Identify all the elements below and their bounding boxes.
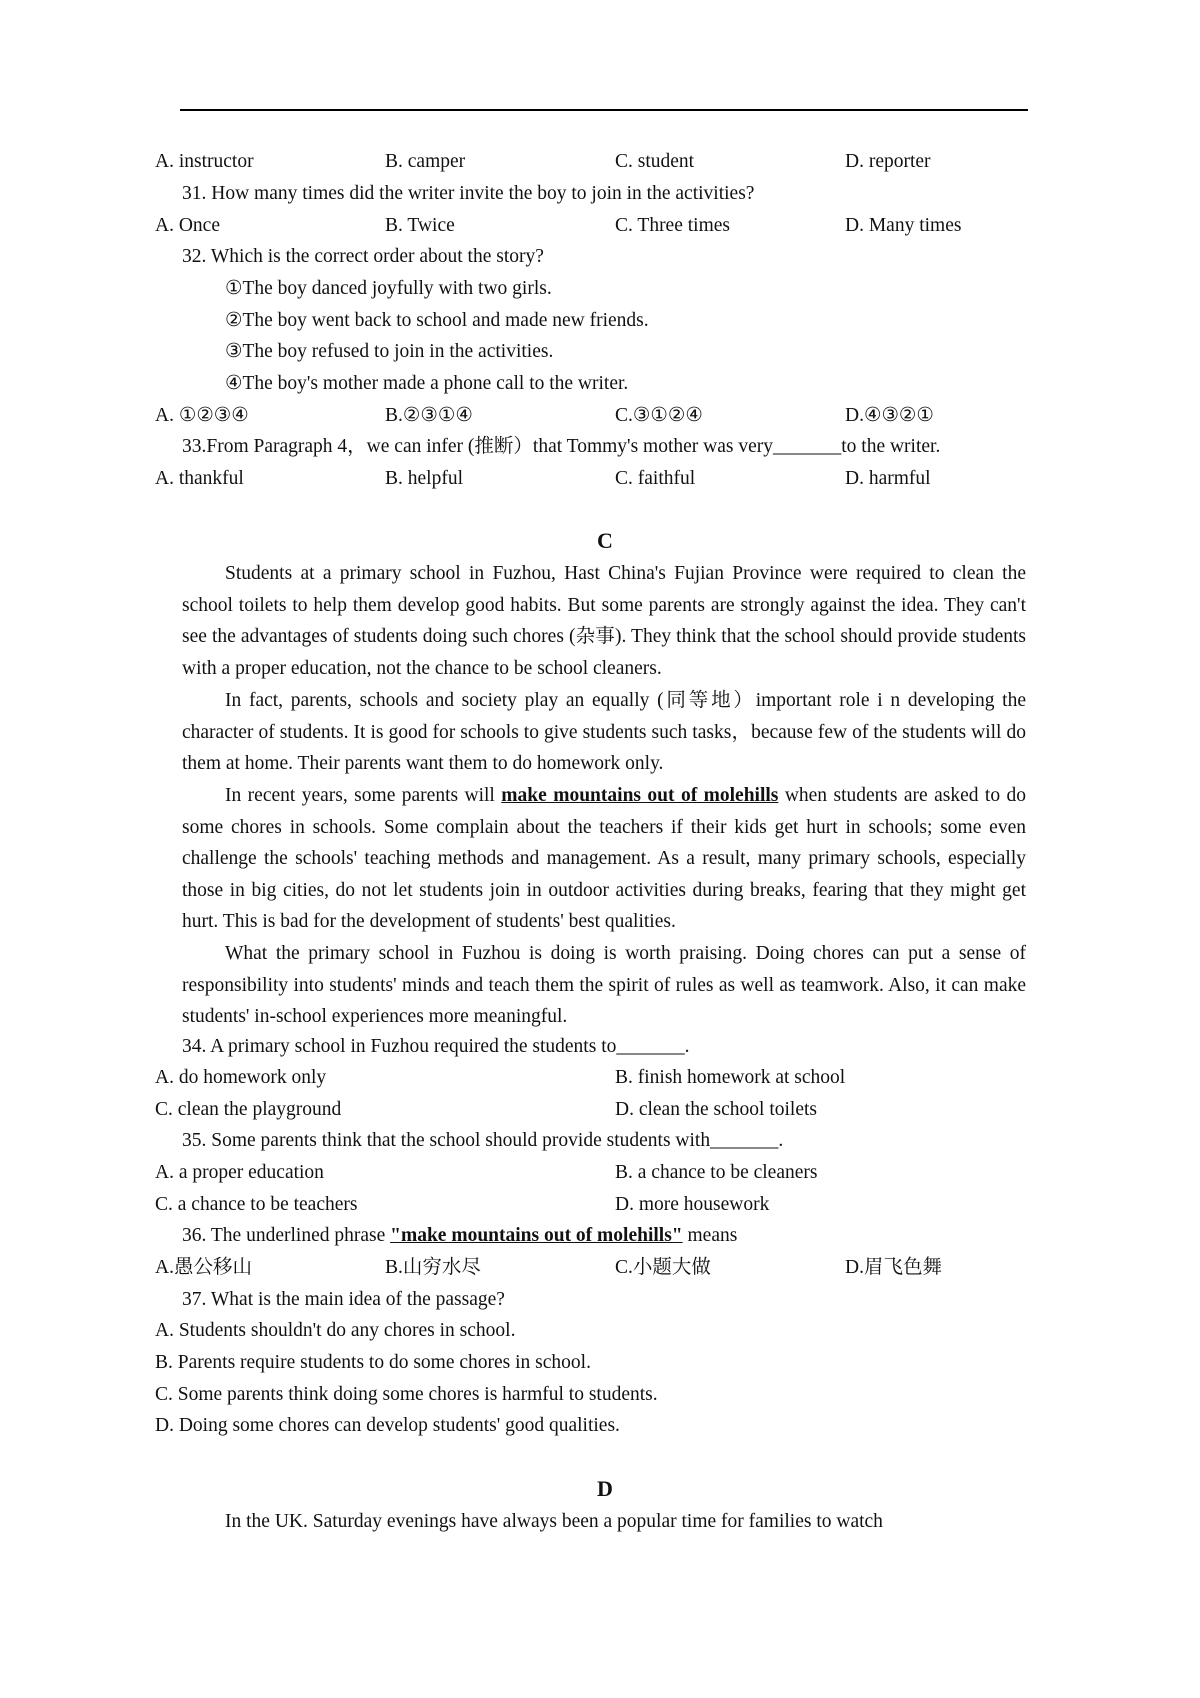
q32-statement-1: ①The boy danced joyfully with two girls. [225, 278, 552, 299]
q31-option-c[interactable]: C. Three times [615, 215, 730, 236]
section-c-paragraph-3 [182, 780, 1026, 938]
q30-option-a[interactable]: A. instructor [155, 151, 254, 172]
q36-underlined-phrase: "make mountains out of molehills" [390, 1225, 683, 1246]
q30-option-c[interactable]: C. student [615, 151, 695, 172]
q36-question [182, 1224, 737, 1248]
q34-option-a[interactable]: A. do homework only [155, 1067, 327, 1088]
q30-option-d[interactable]: D. reporter [845, 151, 931, 172]
q30-option-b[interactable]: B. camper [385, 151, 466, 172]
q35-option-c[interactable]: C. a chance to be teachers [155, 1194, 358, 1215]
q37-question: 37. What is the main idea of the passage? [182, 1289, 505, 1310]
q36-option-a[interactable]: A.愚公移山 [155, 1257, 252, 1278]
q33-option-d[interactable]: D. harmful [845, 468, 931, 489]
q32-statement-2: ②The boy went back to school and made new friends. [225, 310, 649, 331]
q31-option-a[interactable]: A. Once [155, 215, 220, 236]
q35-option-d[interactable]: D. more housework [615, 1194, 770, 1215]
q32-option-a[interactable]: A. ①②③④ [155, 405, 249, 426]
q34-question: 34. A primary school in Fuzhou required the students to_______. [182, 1036, 690, 1057]
q37-option-a[interactable]: A. Students shouldn't do any chores in school. [155, 1320, 516, 1341]
paragraph-3-lead: In recent years, some parents will [225, 785, 502, 806]
q36-tail: means [682, 1225, 738, 1246]
q37-option-d[interactable]: D. Doing some chores can develop students' good qualities. [155, 1415, 620, 1436]
q32-option-b[interactable]: B.②③①④ [385, 405, 473, 426]
q35-option-b[interactable]: B. a chance to be cleaners [615, 1162, 818, 1183]
section-c-paragraph-2: In fact, parents, schools and society play an equally (同等地）important role i n developing the character of students. It is good for schools to give students such tasks，because few of the students will do them at home. Their parents want them to do homework only. [182, 690, 1026, 775]
q36-option-d[interactable]: D.眉飞色舞 [845, 1257, 942, 1278]
q36-option-b[interactable]: B.山穷水尽 [385, 1257, 481, 1278]
q33-option-b[interactable]: B. helpful [385, 468, 463, 489]
q32-statement-4: ④The boy's mother made a phone call to the writer. [225, 373, 629, 394]
q32-option-d[interactable]: D.④③②① [845, 405, 934, 426]
q35-option-a[interactable]: A. a proper education [155, 1162, 324, 1183]
q33-option-c[interactable]: C. faithful [615, 468, 696, 489]
q37-option-c[interactable]: C. Some parents think doing some chores is harmful to students. [155, 1384, 658, 1405]
q32-question: 32. Which is the correct order about the story? [182, 246, 544, 267]
q34-option-d[interactable]: D. clean the school toilets [615, 1099, 817, 1120]
q32-statement-3: ③The boy refused to join in the activities. [225, 341, 554, 362]
q31-option-d[interactable]: D. Many times [845, 215, 962, 236]
paragraph-3-rest: when students are asked to do some chores in schools. Some complain about the teachers if their kids get hurt in schools; some even challenge the schools' teaching methods and management. As a result, many primary schools, especially those in big cities, do not let students join in outdoor activities during breaks, fearing that they might get hurt. This is bad for the development of students' best qualities. [182, 785, 1027, 933]
section-c-paragraph-4: What the primary school in Fuzhou is doing is worth praising. Doing chores can put a sense of responsibility into students' minds and teach them the spirit of rules as well as teamwork. Also, it can make students' in-school experiences more meaningful. [182, 943, 1026, 1028]
q31-question: 31. How many times did the writer invite the boy to join in the activities? [182, 183, 755, 204]
q32-option-c[interactable]: C.③①②④ [615, 405, 703, 426]
q33-question: 33.From Paragraph 4，we can infer (推断）that Tommy's mother was very_______to the writer. [182, 436, 941, 457]
q37-option-b[interactable]: B. Parents require students to do some chores in school. [155, 1352, 591, 1373]
q33-option-a[interactable]: A. thankful [155, 468, 244, 489]
section-d-paragraph-1: In the UK. Saturday evenings have always been a popular time for families to watch [225, 1511, 883, 1532]
section-c-paragraph-1: Students at a primary school in Fuzhou, Hast China's Fujian Province were required to clean the school toilets to help them develop good habits. But some parents are strongly against the idea. They can't see the advantages of students doing such chores (杂事). They think that the school should provide students with a proper education, not the chance to be school cleaners. [182, 563, 1026, 679]
q36-option-c[interactable]: C.小题大做 [615, 1257, 711, 1278]
q35-question: 35. Some parents think that the school should provide students with_______. [182, 1130, 784, 1151]
section-d-heading: D [597, 1476, 613, 1501]
q34-option-b[interactable]: B. finish homework at school [615, 1067, 846, 1088]
underlined-phrase: make mountains out of molehills [501, 785, 779, 806]
q36-lead: 36. The underlined phrase [182, 1225, 391, 1246]
header-rule [180, 109, 1028, 111]
section-c-heading: C [597, 528, 613, 553]
q34-option-c[interactable]: C. clean the playground [155, 1099, 342, 1120]
q31-option-b[interactable]: B. Twice [385, 215, 455, 236]
